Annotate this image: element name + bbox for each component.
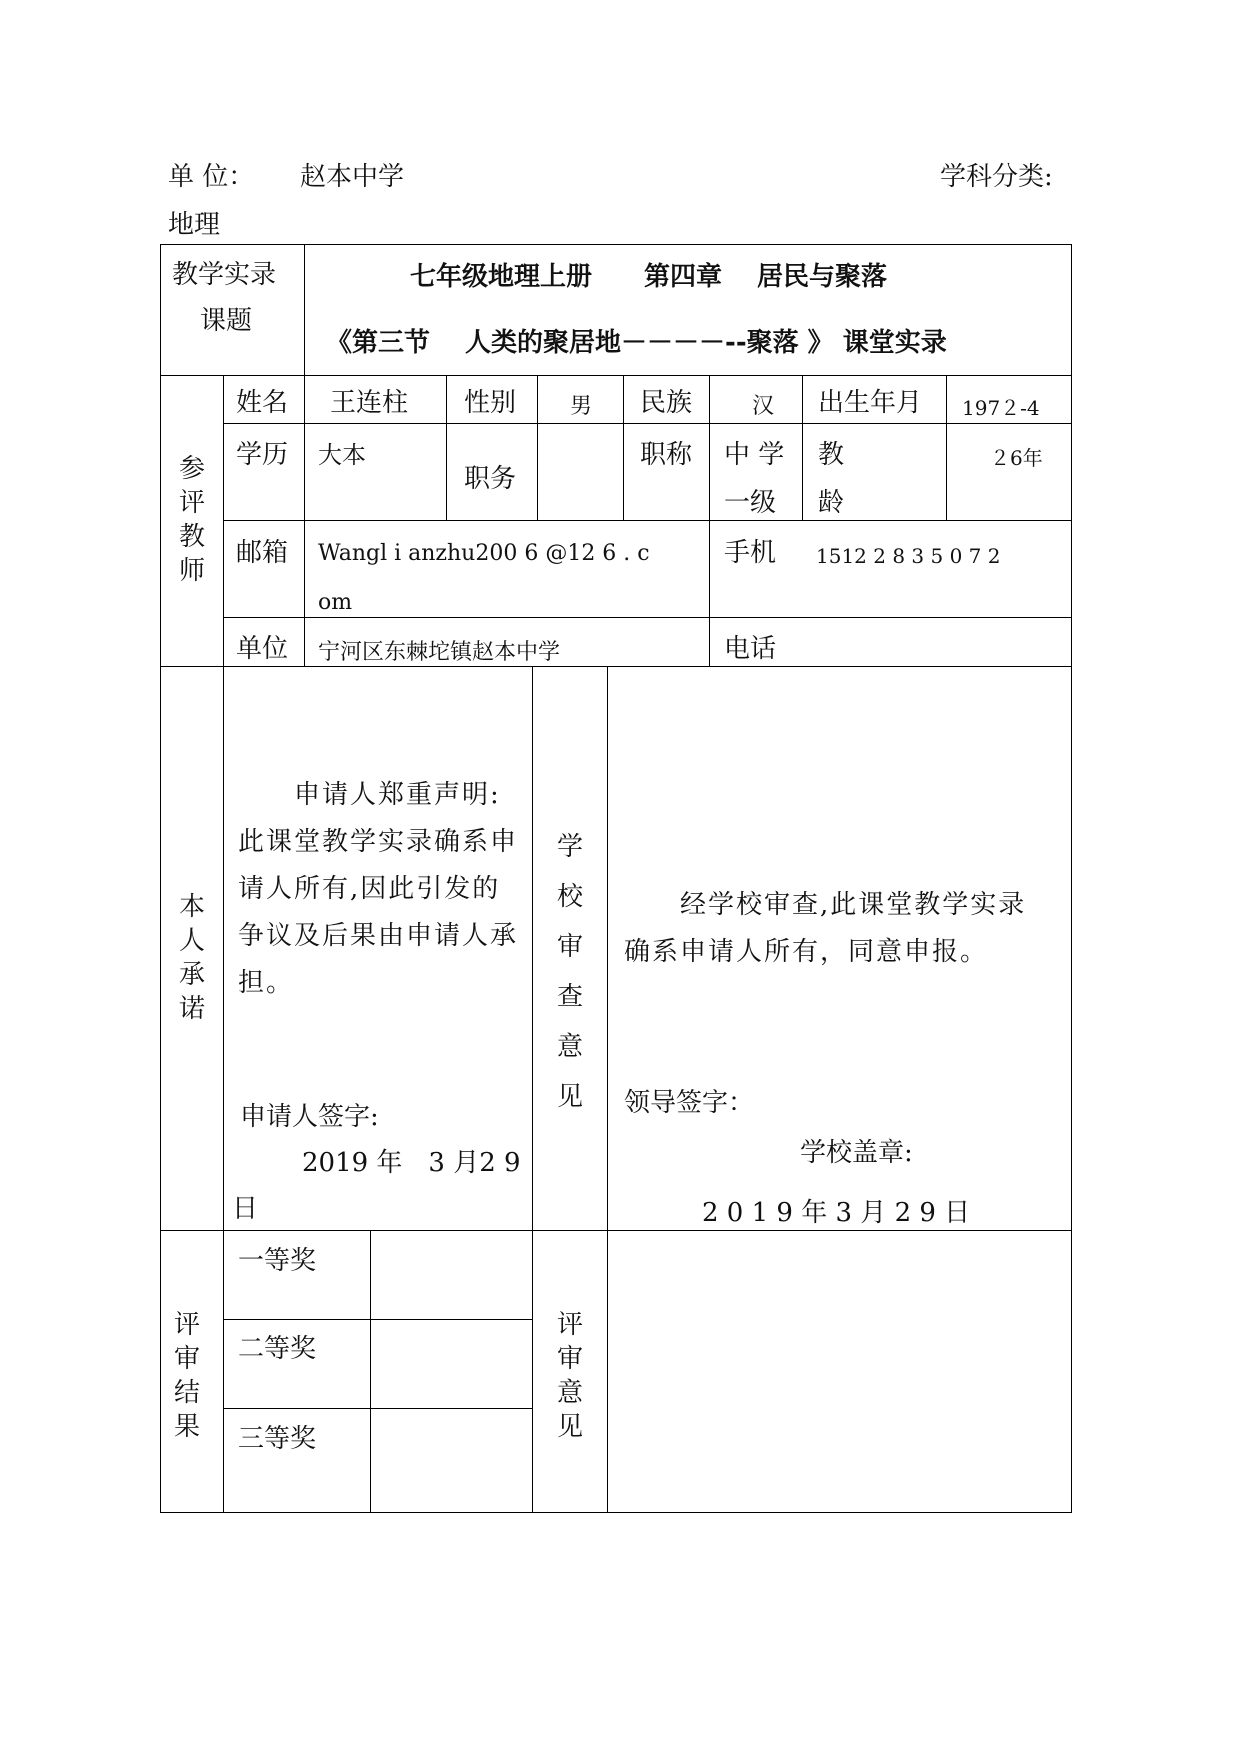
- leader-signature-label: 领导签字：: [624, 1088, 755, 1118]
- email-value-line2: om: [318, 590, 353, 615]
- divider: [537, 375, 538, 521]
- divider: [446, 375, 447, 521]
- second-prize-label: 二等奖: [238, 1334, 317, 1364]
- divider: [223, 1408, 533, 1409]
- topic-title-line1: 七年级地理上册 第四章 居民与聚落: [410, 262, 888, 292]
- divider: [607, 666, 608, 1513]
- job-title-value-line1: 中 学: [724, 440, 785, 470]
- birth-label: 出生年月: [818, 388, 923, 418]
- birth-value: 197２-4: [962, 396, 1040, 420]
- topic-label-line1: 教学实录: [172, 260, 277, 290]
- divider: [223, 520, 1072, 521]
- ethnicity-label: 民族: [640, 388, 693, 418]
- subject-value: 地理: [168, 210, 221, 240]
- email-value-line1: Wangl i anzhu200 6 @12 6 . c: [318, 541, 650, 566]
- divider: [223, 375, 224, 667]
- table-border-left: [160, 244, 161, 1513]
- evaluation-section-label: 评 审 结 果: [173, 1310, 200, 1442]
- gender-value: 男: [570, 394, 593, 419]
- teaching-age-value: ２6年: [990, 446, 1043, 470]
- divider: [370, 1230, 371, 1513]
- gender-label: 性别: [464, 388, 517, 418]
- ethnicity-value: 汉: [752, 394, 775, 419]
- divider: [304, 375, 305, 667]
- teaching-age-label-line1: 教: [818, 440, 845, 470]
- table-border-right: [1071, 244, 1072, 1513]
- mobile-label: 手机: [724, 538, 777, 568]
- school-review-date: 2 0 1 9 年 3 月 2 9 日: [702, 1198, 971, 1228]
- job-title-label: 职称: [640, 440, 693, 470]
- pledge-statement: 申请人郑重声明:此课堂教学实录确系申请人所有,因此引发的争议及后果由申请人承担。: [238, 780, 519, 998]
- table-border-bottom: [160, 1512, 1072, 1513]
- pledge-section-label: 本 人 承 诺: [178, 892, 205, 1024]
- divider: [223, 666, 224, 1513]
- evaluation-opinion-label: 评 审 意 见: [556, 1310, 583, 1442]
- education-value: 大本: [318, 441, 366, 469]
- pledge-signature-label: 申请人签字:: [240, 1102, 379, 1132]
- school-seal-label: 学校盖章:: [800, 1138, 913, 1168]
- unit-value: 赵本中学: [300, 162, 405, 192]
- work-unit-label: 单位: [236, 634, 289, 664]
- school-review-opinion: 经学校审查,此课堂教学实录确系申请人所有，同意申报。: [624, 890, 1027, 967]
- divider: [223, 617, 1072, 618]
- divider: [160, 375, 1072, 376]
- email-label: 邮箱: [236, 538, 289, 568]
- divider: [623, 375, 624, 521]
- name-value: 王连柱: [330, 388, 409, 418]
- divider: [223, 423, 1072, 424]
- position-label: 职务: [464, 464, 517, 494]
- divider: [709, 375, 710, 667]
- subject-label: 学科分类:: [940, 162, 1053, 192]
- divider: [532, 666, 533, 1513]
- mobile-value: 1512 2 8 3 5 0 7 2: [816, 544, 1001, 568]
- education-label: 学历: [236, 440, 289, 470]
- divider: [160, 1230, 1072, 1231]
- divider: [223, 1319, 533, 1320]
- divider: [304, 244, 305, 376]
- pledge-date-line2: 日: [232, 1194, 259, 1224]
- name-label: 姓名: [236, 388, 289, 418]
- phone-label: 电话: [724, 634, 777, 664]
- job-title-value-line2: 一级: [724, 488, 777, 518]
- teaching-age-label-line2: 龄: [818, 488, 845, 518]
- school-review-label: 学 校 审 查 意 见: [556, 832, 583, 1112]
- teacher-section-label: 参 评 教 师: [178, 454, 205, 586]
- work-unit-value: 宁河区东棘坨镇赵本中学: [318, 640, 561, 665]
- topic-title-line2: 《第三节 人类的聚居地－－－－--聚落 》 课堂实录: [326, 328, 947, 358]
- third-prize-label: 三等奖: [238, 1424, 317, 1454]
- topic-label-line2: 课题: [200, 306, 253, 336]
- divider: [946, 375, 947, 521]
- divider: [802, 375, 803, 521]
- divider: [160, 666, 1072, 667]
- first-prize-label: 一等奖: [238, 1246, 317, 1276]
- unit-label: 单 位：: [168, 162, 255, 192]
- table-border-top: [160, 244, 1072, 245]
- pledge-date-line1: 2019 年 3 月2 9: [302, 1148, 521, 1178]
